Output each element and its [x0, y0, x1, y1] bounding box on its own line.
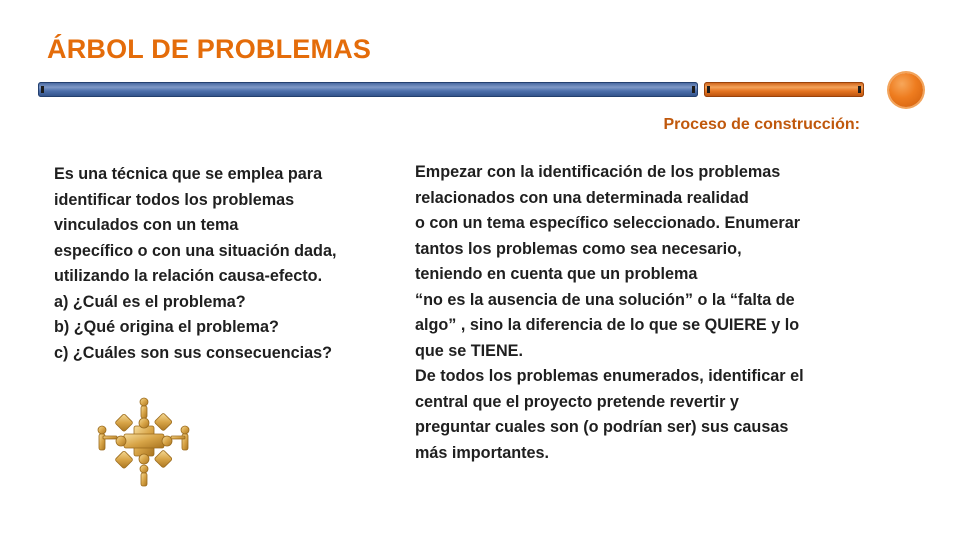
text-line: central que el proyecto pretende revertir y: [415, 392, 739, 411]
text-line: teniendo en cuenta que un problema: [415, 265, 698, 283]
question-line: a) ¿Cuál es el problema?: [54, 292, 246, 311]
question-line: c) ¿Cuáles son sus consecuencias?: [54, 343, 332, 362]
text-line: “no es la ausencia de una solución” o la “falta de: [415, 290, 795, 309]
text-line: o con un tema específico seleccionado. Enumerar: [415, 214, 801, 232]
process-text-block: [415, 160, 804, 466]
text-line: relacionados con una determinada realidad: [415, 188, 749, 207]
text-line: específico o con una situación dada,: [54, 241, 337, 260]
text-line: identificar todos los problemas: [54, 190, 295, 209]
puzzle-people-illustration: [94, 396, 194, 488]
text-line: preguntar cuales son (o podrían ser) sus causas: [415, 418, 789, 436]
text-line: algo” , sino la diferencia de lo que se QUIERE y lo: [415, 316, 800, 334]
text-line: tantos los problemas como sea necesario,: [415, 239, 742, 258]
decorative-bar-blue: [38, 82, 698, 97]
text-line: más importantes.: [415, 443, 550, 462]
text-line: utilizando la relación causa-efecto.: [54, 267, 323, 285]
text-line: Es una técnica que se emplea para: [54, 165, 323, 183]
page-title: ÁRBOL DE PROBLEMAS: [47, 34, 372, 64]
question-line: b) ¿Qué origina el problema?: [54, 318, 279, 336]
decorative-bar-orange: [704, 82, 864, 97]
definition-text-block: [54, 162, 336, 366]
orange-orb-icon: [889, 73, 923, 107]
text-line: vinculados con un tema: [54, 216, 239, 234]
section-subtitle: Proceso de construcción:: [663, 116, 860, 133]
text-line: Empezar con la identificación de los problemas: [415, 163, 781, 181]
text-line: que se TIENE.: [415, 341, 523, 360]
text-line: De todos los problemas enumerados, identificar el: [415, 367, 804, 385]
